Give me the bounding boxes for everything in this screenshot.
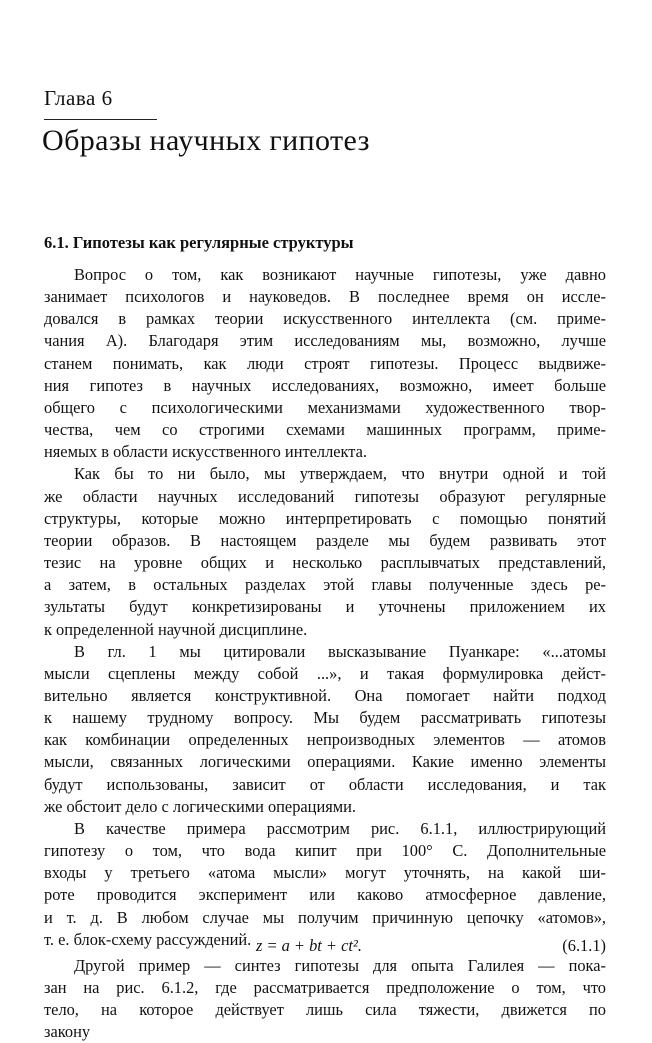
text-line: же области научных исследований гипотезы образуют регулярные (44, 486, 606, 506)
text-line: вительно является конструктивной. Она помогает найти подход (44, 685, 606, 705)
section-heading: 6.1. Гипотезы как регулярные структуры (44, 233, 354, 252)
text-line: тело, на которое действует лишь сила тяжести, движется по (44, 1000, 606, 1020)
text-line: т. е. блок-схему рассуждений. (44, 929, 252, 949)
text-line: ния гипотез в научных исследованиях, возможно, имеет больше (44, 375, 606, 395)
text-line: структуры, которые можно интерпретировать с помощью понятий (44, 508, 606, 528)
text-line: станем понимать, как люди строят гипотезы. Процесс выдвиже- (44, 353, 606, 373)
text-line: тезис на уровне общих и несколько расплывчатых представлений, (44, 553, 606, 573)
text-line: Вопрос о том, как возникают научные гипотезы, уже давно (74, 265, 606, 284)
text-line: зультаты будут конкретизированы и уточнены приложением их (44, 597, 606, 617)
text-line: Другой пример — синтез гипотезы для опыта Галилея — пока- (74, 955, 606, 975)
paragraph (44, 463, 606, 640)
text-line: закону (44, 1022, 91, 1042)
chapter-rule (44, 119, 157, 120)
text-line: как комбинации определенных непроизводных элементов — атомов (44, 730, 606, 750)
text-line: чания А). Благодаря этим исследованиям мы, возможно, лучше (44, 331, 606, 351)
text-line: мысли сцеплены между собой ...», и такая формулировка дейст- (44, 663, 606, 683)
paragraph (44, 264, 606, 463)
equation-number: (6.1.1) (562, 936, 606, 955)
text-line: В качестве примера рассмотрим рис. 6.1.1, иллюстрирующий (74, 818, 606, 838)
chapter-label: Глава 6 (44, 86, 113, 110)
text-line: довался в рамках теории искусственного интеллекта (см. приме- (44, 309, 606, 329)
text-line: В гл. 1 мы цитировали высказывание Пуанкаре: «...атомы (74, 641, 606, 661)
paragraph (44, 955, 606, 1043)
paragraph (44, 641, 606, 818)
text-line: входы у третьего «атома мысли» могут уточнять, на какой ши- (44, 863, 606, 883)
paragraph (44, 818, 606, 951)
text-line: будут использованы, зависит от области исследования, и так (44, 774, 606, 794)
chapter-title: Образы научных гипотез (42, 124, 370, 157)
text-line: чества, чем со строгими схемами машинных программ, приме- (44, 420, 606, 440)
text-line: зан на рис. 6.1.2, где рассматривается предположение о том, что (44, 978, 606, 997)
text-line: занимает психологов и науковедов. В последнее время он иссле- (44, 287, 606, 307)
text-line: общего с психологическими механизмами художественного твор- (44, 397, 606, 417)
text-line: к нашему трудному вопросу. Мы будем рассматривать гипотезы (44, 708, 606, 728)
body-text (44, 264, 606, 1043)
text-line: же обстоит дело с логическими операциями. (44, 796, 357, 816)
equation-row (44, 936, 606, 960)
equation-formula: z = a + bt + ct². (256, 936, 362, 955)
text-line: няемых в области искусственного интеллекта. (44, 442, 368, 462)
text-line: Как бы то ни было, мы утверждаем, что внутри одной и той (74, 464, 606, 484)
text-line: и т. д. В любом случае мы получим причинную цепочку «атомов», (44, 907, 606, 927)
text-line: а затем, в остальных разделах этой главы полученные здесь ре- (44, 575, 606, 595)
text-line: гипотезу о том, что вода кипит при 100° С. Дополнительные (44, 841, 606, 861)
text-line: мысли, связанных логическими операциями. Какие именно элементы (44, 752, 606, 772)
text-line: к определенной научной дисциплине. (44, 619, 308, 639)
text-line: роте проводится эксперимент или каково атмосферное давление, (44, 885, 606, 905)
text-line: теории образов. В настоящем разделе мы будем развивать этот (44, 530, 606, 550)
